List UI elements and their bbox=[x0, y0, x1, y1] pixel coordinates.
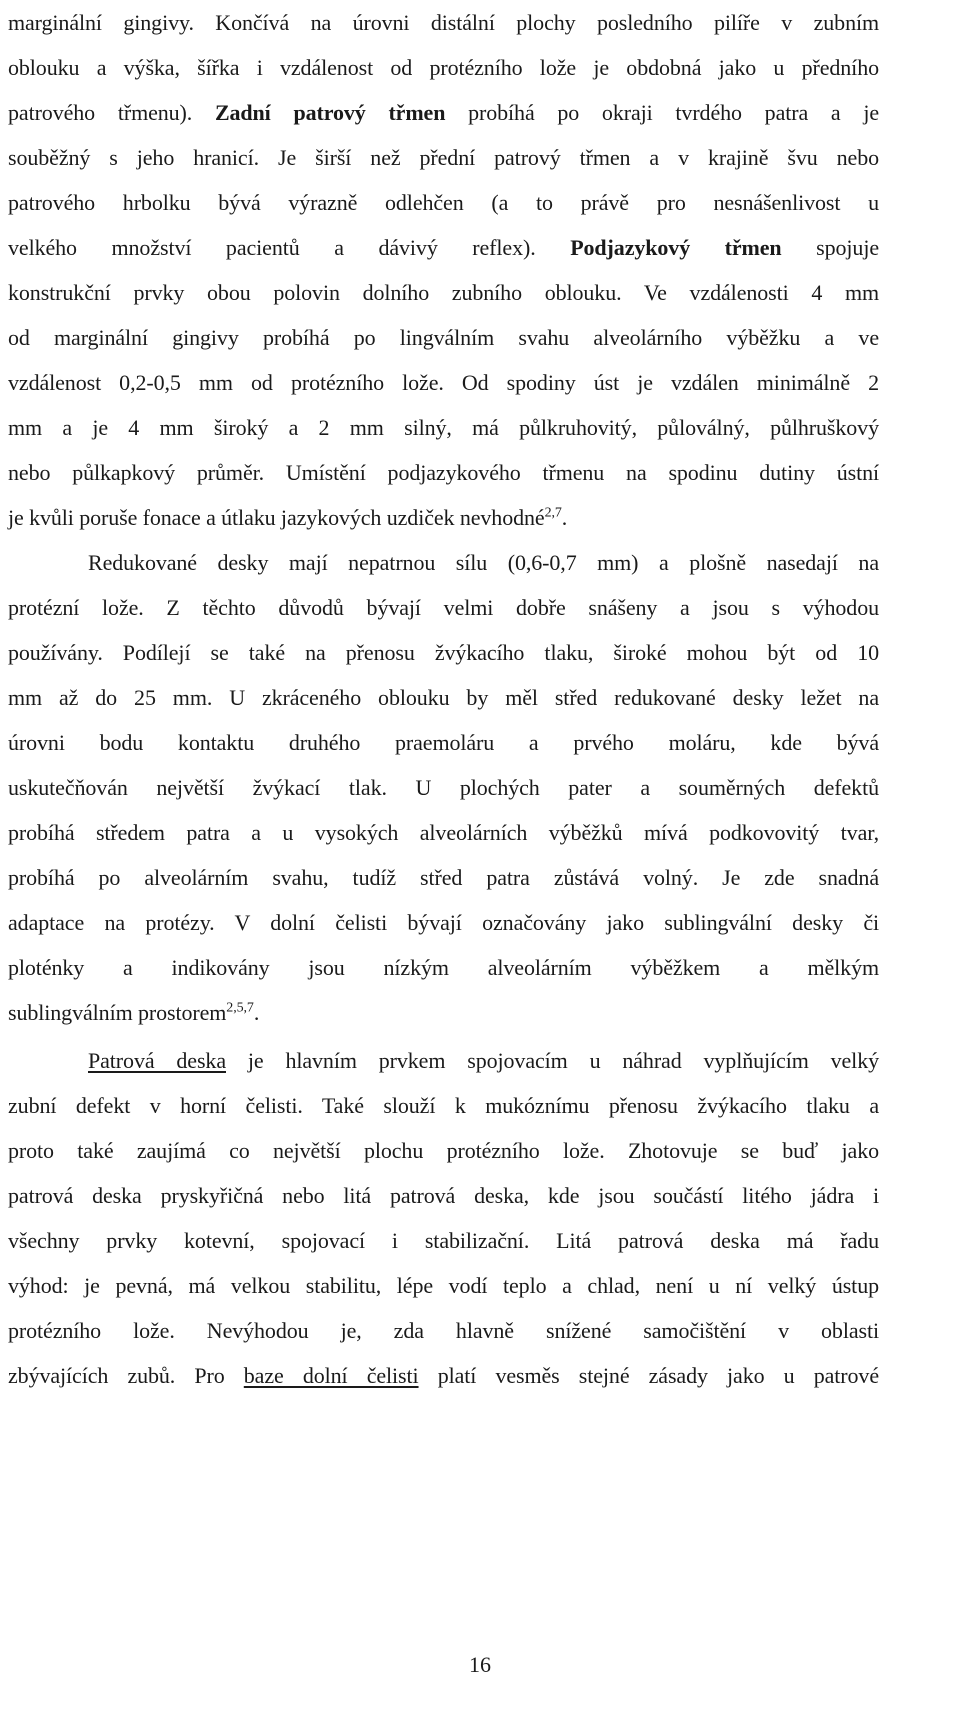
text-line: mm a je 4 mm široký a 2 mm silný, má půlkruhovitý, půloválný, půlhruškový bbox=[8, 415, 879, 440]
text-line: od marginální gingivy probíhá po lingválním svahu alveolárního výběžku a ve bbox=[8, 325, 879, 350]
citation-superscript: 2,5,7 bbox=[226, 1000, 254, 1016]
text-line: proto také zaujímá co největší plochu protézního lože. Zhotovuje se buď jako bbox=[8, 1138, 879, 1163]
term-zadni-patrovy-trmen: Zadní patrový třmen bbox=[214, 100, 446, 125]
text-line: nebo půlkapkový průměr. Umístění podjazykového třmenu na spodinu dutiny ústní bbox=[8, 460, 879, 485]
text-line: úrovni bodu kontaktu druhého praemoláru a prvého moláru, kde bývá bbox=[8, 730, 879, 755]
text-line: protézní lože. Z těchto důvodů bývají velmi dobře snášeny a jsou s výhodou bbox=[8, 595, 879, 620]
document-page bbox=[8, 0, 879, 1398]
text-line: uskutečňován největší žvýkací tlak. U plochých pater a souměrných defektů bbox=[8, 775, 879, 800]
text-line: patrového hrbolku bývá výrazně odlehčen (a to právě pro nesnášenlivost u bbox=[8, 190, 879, 215]
text-line: ploténky a indikovány jsou nízkým alveolárním výběžkem a mělkým bbox=[8, 955, 879, 980]
text-line: oblouku a výška, šířka i vzdálenost od protézního lože je obdobná jako u předního bbox=[8, 55, 879, 80]
text-line: patrová deska pryskyřičná nebo litá patrová deska, kde jsou součástí litého jádra i bbox=[8, 1183, 879, 1208]
text-line: protézního lože. Nevýhodou je, zda hlavně snížené samočištění v oblasti bbox=[8, 1318, 879, 1343]
text-line: patrového třmenu). Zadní patrový třmen probíhá po okraji tvrdého patra a je bbox=[8, 100, 879, 125]
text-line: vzdálenost 0,2-0,5 mm od protézního lože. Od spodiny úst je vzdálen minimálně 2 bbox=[8, 370, 879, 395]
text-line: probíhá po alveolárním svahu, tudíž střed patra zůstává volný. Je zde snadná bbox=[8, 865, 879, 890]
text-line: Patrová deska je hlavním prvkem spojovacím u náhrad vyplňujícím velký bbox=[88, 1048, 879, 1073]
text-line: probíhá středem patra a u vysokých alveolárních výběžků mívá podkovovitý tvar, bbox=[8, 820, 879, 845]
citation-superscript: 2,7 bbox=[544, 505, 562, 521]
term-patrova-deska: Patrová deska bbox=[88, 1048, 226, 1073]
text-line: marginální gingivy. Končívá na úrovni distální plochy posledního pilíře v zubním bbox=[8, 10, 879, 35]
page-number: 16 bbox=[469, 1652, 491, 1677]
text-line: mm až do 25 mm. U zkráceného oblouku by měl střed redukované desky ležet na bbox=[8, 685, 879, 710]
text-line: Redukované desky mají nepatrnou sílu (0,6-0,7 mm) a plošně nasedají na bbox=[88, 550, 879, 575]
text-line: konstrukční prvky obou polovin dolního zubního oblouku. Ve vzdálenosti 4 mm bbox=[8, 280, 879, 305]
text-line: adaptace na protézy. V dolní čelisti bývají označovány jako sublingvální desky či bbox=[8, 910, 879, 935]
text-line: zubní defekt v horní čelisti. Také slouží k mukóznímu přenosu žvýkacího tlaku a bbox=[8, 1093, 879, 1118]
text-line: používány. Podílejí se také na přenosu žvýkacího tlaku, široké mohou být od 10 bbox=[8, 640, 879, 665]
text-line: všechny prvky kotevní, spojovací i stabilizační. Litá patrová deska má řadu bbox=[8, 1228, 879, 1253]
term-baze-dolni-celisti: baze dolní čelisti bbox=[243, 1363, 419, 1388]
text-line: souběžný s jeho hranicí. Je širší než přední patrový třmen a v krajině švu nebo bbox=[8, 145, 879, 170]
text-line: je kvůli poruše fonace a útlaku jazykových uzdiček nevhodné$^{2,7}$. bbox=[8, 505, 568, 530]
text-line: výhod: je pevná, má velkou stabilitu, lépe vodí teplo a chlad, není u ní velký ústup bbox=[8, 1273, 879, 1298]
term-podjazykovy-trmen: Podjazykový třmen bbox=[570, 235, 782, 260]
text-line: sublingválním prostorem$^{2,5,7}$. bbox=[8, 1000, 260, 1025]
text-line: velkého množství pacientů a dávivý reflex). Podjazykový třmen spojuje bbox=[8, 235, 879, 260]
text-line: zbývajících zubů. Pro baze dolní čelisti platí vesměs stejné zásady jako u patrové bbox=[8, 1363, 879, 1388]
